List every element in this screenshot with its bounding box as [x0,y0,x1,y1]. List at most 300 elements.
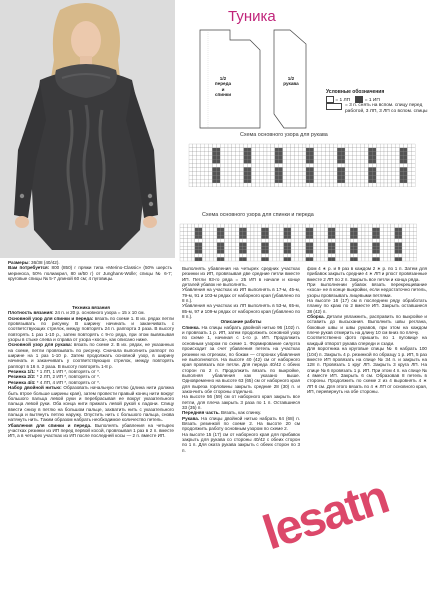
chart-cell [345,164,349,168]
chart-cell [191,257,195,261]
chart-cell [339,228,343,232]
chart-cell [240,156,244,160]
chart-cell [184,228,188,232]
chart-cell [398,250,402,254]
chart-cell [365,164,369,168]
chart-cell [310,246,314,250]
chart-cell [324,224,328,228]
chart-cell [333,156,337,160]
chart-cell [409,257,413,261]
chart-cell [269,254,273,258]
body-pattern-text: вязать по схеме 1. В их. рядах петли провязывать по рисунку. В ширину начинать и заканчивать с соответствующих стрелок, между повторять 24 п. раппорта 3 раза. В высоту повторять 1 раз 1-10 р., затем повторять с 9-го ряда, при этом вывязывая узоры в стыке слева и справа от узора «коса», как описано ниже. [8,315,174,343]
chart-cell [291,235,295,239]
chart-cell [310,164,314,168]
chart-cell [280,231,284,235]
chart-cell [361,250,365,254]
chart-cell [339,243,343,247]
chart-cell [372,171,376,175]
chart-cell [276,231,280,235]
chart-cell [314,160,318,164]
chart-cell [261,231,265,235]
chart-cell [294,164,298,168]
chart-cell [267,156,271,160]
chart-cell [384,167,388,171]
chart-cell [322,183,326,187]
chart-cell [349,152,353,156]
chart-cell [279,179,283,183]
chart-cell [391,235,395,239]
chart-cell [232,243,236,247]
chart-cell [409,250,413,254]
chart-cell [387,235,391,239]
chart-cell [317,254,321,258]
chart-cell [209,171,213,175]
chart-cell [236,148,240,152]
chart-cell [302,148,306,152]
chart-cell [384,152,388,156]
chart-cell [217,250,221,254]
chart-cell [202,243,206,247]
chart-cell [287,175,291,179]
chart-cell [332,257,336,261]
chart-cell [236,257,240,261]
chart-cell [247,243,251,247]
col3-paragraph: Для воротника на круговые спицы № 6 набрать 100 (104) п. Закрыть 4 р. резинкой по образцу 1 р. ИП, 5 раз вместе ИП провязать на спице № 34 п. и закрыть на 128 п. Провязать 1 круг ЛП. Закрыть 3 круга ЛП. На спице № 6 провязать 1 р. ИП. При этом 4 п. на спице № 4 вместе ИП. Закрыть 6 см. Образовав 8 петель в стороны. Продолжить по схеме 2 из 4 выровнять 4 ∗ ЛП 6 см. Для этого вязать по 4 ∗ ЛП от основного края, ИП, перевернуть на обе стороны. [307,346,427,394]
chart-cell [271,152,275,156]
chart-cell [343,235,347,239]
chart-cell [395,224,399,228]
chart-cell [322,167,326,171]
chart-cell [258,231,262,235]
chart-cell [247,257,251,261]
chart-cell [372,239,376,243]
chart-cell [280,254,284,258]
chart-cell [400,164,404,168]
chart-cell [193,179,197,183]
chart-cell [247,228,251,232]
chart-cell [279,144,283,148]
chart-cell [220,164,224,168]
chart-cell [236,243,240,247]
chart-cell [388,148,392,152]
chart-cell [189,144,193,148]
chart-cell [306,175,310,179]
chart-cell [261,257,265,261]
chart-cell [193,171,197,175]
chart-cell [267,175,271,179]
chart-cell [384,239,388,243]
chart-cell [210,224,214,228]
chart-cell [213,235,217,239]
chart-cell [232,228,236,232]
chart-cell [365,235,369,239]
chart-cell [409,243,413,247]
chart-cell [328,228,332,232]
chart-cell [195,224,199,228]
chart-cell [402,239,406,243]
chart-cell [380,235,384,239]
chart-cell [302,152,306,156]
chart-cell [202,257,206,261]
chart-cell [306,156,310,160]
chart-cell [197,179,201,183]
chart-cell [269,257,273,261]
chart-cell [365,167,369,171]
chart-cell [404,144,408,148]
chart-cell [224,183,228,187]
chart-cell [372,152,376,156]
chart-cell [263,152,267,156]
chart-cell [333,160,337,164]
chart-cell [407,164,411,168]
chart-cell [310,171,314,175]
chart-cell [195,239,199,243]
chart-cell [372,243,376,247]
chart-cell [380,243,384,247]
chart-cell [398,254,402,258]
model-photo [0,0,175,258]
chart-cell [332,231,336,235]
chart-cell [333,144,337,148]
chart-cell [221,257,225,261]
chart-cell [221,224,225,228]
chart-cell [255,175,259,179]
chart-cell [290,148,294,152]
chart-cell [349,164,353,168]
chart-cell [271,160,275,164]
chart-cell [328,243,332,247]
chart-cell [287,156,291,160]
chart-cell [195,228,199,232]
chart-cell [372,228,376,232]
chart-cell [333,183,337,187]
chart-cell [407,148,411,152]
chart-cell [294,175,298,179]
chart-cell [248,152,252,156]
chart-cell [326,156,330,160]
chart-cell [333,164,337,168]
chart-cell [240,160,244,164]
chart-cell [413,246,417,250]
chart-cell [244,160,248,164]
chart-cell [287,224,291,228]
chart-cell [388,183,392,187]
chart-cell [236,156,240,160]
chart-cell [349,183,353,187]
chart-cell [350,254,354,258]
chart-cell [195,231,199,235]
chart-cell [339,257,343,261]
chart-cell [391,224,395,228]
chart-cell [310,183,314,187]
chart-cell [243,250,247,254]
chart-cell [240,171,244,175]
chart-cell [243,228,247,232]
chart-cell [201,179,205,183]
chart-cell [353,152,357,156]
chart-cell [333,171,337,175]
chart-cell [326,171,330,175]
chart-cell [221,239,225,243]
chart-cell [306,250,310,254]
chart-cell [402,224,406,228]
chart-cell [353,156,357,160]
chart-cell [361,239,365,243]
chart-cell [335,228,339,232]
chart-cell [298,250,302,254]
chart-cell [387,224,391,228]
chart-cell [243,231,247,235]
chart-cell [332,239,336,243]
chart-cell [354,235,358,239]
chart-cell [213,243,217,247]
chart-cell [329,152,333,156]
chart-cell [265,243,269,247]
chart-cell [254,228,258,232]
chart-cell [326,179,330,183]
chart-cell [228,235,232,239]
chart-cell [294,167,298,171]
chart-cell [406,246,410,250]
chart-cell [189,148,193,152]
chart-cell [275,156,279,160]
chart-cell [232,144,236,148]
chart-cell [212,156,216,160]
chart-cell [202,250,206,254]
chart-cell [369,254,373,258]
chart-cell [380,250,384,254]
chart-cell [384,179,388,183]
chart-cell [275,160,279,164]
chart-cell [411,183,415,187]
chart-cell [295,224,299,228]
chart-cell [395,246,399,250]
chart-cell [350,257,354,261]
chart-cell [354,254,358,258]
chart-cell [294,183,298,187]
chart-cell [291,243,295,247]
chart-cell [365,175,369,179]
chart-cell [324,239,328,243]
chart-cell [400,152,404,156]
chart-cell [322,179,326,183]
chart-cell [333,167,337,171]
chart-cell [236,246,240,250]
chart-cell [402,250,406,254]
front-back-label-line: спинки [214,92,232,98]
chart-cell [380,175,384,179]
chart-cell [376,171,380,175]
chart-cell [391,250,395,254]
chart-cell [400,167,404,171]
chart-cell [400,156,404,160]
chart-cell [314,152,318,156]
chart-cell [306,254,310,258]
chart-cell [202,239,206,243]
chart-cell [243,254,247,258]
legend-title: Условные обозначения [326,89,385,95]
chart-cell [280,228,284,232]
chart-cell [411,167,415,171]
chart-cell [295,239,299,243]
chart-cell [232,160,236,164]
assembly-label: Сборка. [307,314,325,320]
chart-cell [232,257,236,261]
chart-cell [239,257,243,261]
chart-cell [395,231,399,235]
chart-cell [368,156,372,160]
chart-cell [191,250,195,254]
chart-cell [189,167,193,171]
chart-cell [372,148,376,152]
chart-cell [193,183,197,187]
chart-cell [201,152,205,156]
chart-cell [259,171,263,175]
chart-cell [380,228,384,232]
chart-cell [248,179,252,183]
chart-cell [365,156,369,160]
chart-cell [184,257,188,261]
chart-cell [321,231,325,235]
chart-cell [365,160,369,164]
chart-cell [259,148,263,152]
chart-cell [212,144,216,148]
chart-cell [267,164,271,168]
chart-cell [232,171,236,175]
chart-cell [259,144,263,148]
chart-cell [306,164,310,168]
chart-cell [349,179,353,183]
chart-cell [236,231,240,235]
chart-cell [291,228,295,232]
chart-cell [392,179,396,183]
chart-cell [369,243,373,247]
chart-cell [217,243,221,247]
chart-cell [224,257,228,261]
chart-cell [310,179,314,183]
chart-cell [310,228,314,232]
chart-cell [232,231,236,235]
chart-cell [326,152,330,156]
chart-cell [384,243,388,247]
chart-cell [283,175,287,179]
chart-cell [350,250,354,254]
chart-cell [220,179,224,183]
chart-cell [314,171,318,175]
chart-cell [321,243,325,247]
chart-cell [306,148,310,152]
chart-cell [387,243,391,247]
chart-cell [201,144,205,148]
chart-cell [335,235,339,239]
chart-cell [251,179,255,183]
chart-cell [372,175,376,179]
chart-cell [255,152,259,156]
chart-cell [324,235,328,239]
chart-cell [221,235,225,239]
chart-cell [287,179,291,183]
chart-cell [263,175,267,179]
chart-cell [329,164,333,168]
chart-cell [384,175,388,179]
chart-cell [411,148,415,152]
chart-cell [358,243,362,247]
chart-cell [280,243,284,247]
chart-cell [261,228,265,232]
chart-cell [398,246,402,250]
chart-cell [228,148,232,152]
chart-cell [317,246,321,250]
chart-cell [273,254,277,258]
chart-cell [258,254,262,258]
chart-cell [291,257,295,261]
chart-cell [224,224,228,228]
chart-cell [343,250,347,254]
chart-cell [349,144,353,148]
chart-cell [350,224,354,228]
chart-cell [372,179,376,183]
chart-cell [413,254,417,258]
chart-cell [250,239,254,243]
col3-paragraph: Соответственно фото пришить по 1 пуговице на каждый отворот рукава спереди и сзади. [307,335,427,346]
chart-cell [243,235,247,239]
chart-cell [335,224,339,228]
chart-cell [329,167,333,171]
chart-cell [392,183,396,187]
chart-cell [313,250,317,254]
chart-cell [243,239,247,243]
chart-cell [407,144,411,148]
chart-cell [310,243,314,247]
chart-cell [284,228,288,232]
chart-cell [236,239,240,243]
chart-cell [413,231,417,235]
chart-cell [189,171,193,175]
chart-cell [269,239,273,243]
chart-cell [398,239,402,243]
chart-cell [400,179,404,183]
chart-cell [284,235,288,239]
sizes-label: Размеры [8,260,29,265]
chart-cell [343,254,347,258]
chart-cell [321,254,325,258]
chart-cell [191,228,195,232]
chart-cell [273,224,277,228]
chart-cell [361,254,365,258]
chart-cell [295,254,299,258]
chart-cell [212,171,216,175]
chart-cell [295,243,299,247]
chart-cell [384,156,388,160]
chart-cell [206,239,210,243]
chart-cell [376,254,380,258]
chart-cell [210,231,214,235]
chart-cell [224,144,228,148]
chart-cell [280,257,284,261]
chart-cell [271,171,275,175]
chart-cell [180,224,184,228]
chart-cell [321,257,325,261]
chart-cell [365,224,369,228]
chart-cell [326,183,330,187]
chart-cell [228,164,232,168]
chart-cell [187,231,191,235]
chart-cell [313,246,317,250]
chart-cell [287,243,291,247]
chart-cell [193,160,197,164]
chart-cell [369,239,373,243]
chart-cell [210,254,214,258]
